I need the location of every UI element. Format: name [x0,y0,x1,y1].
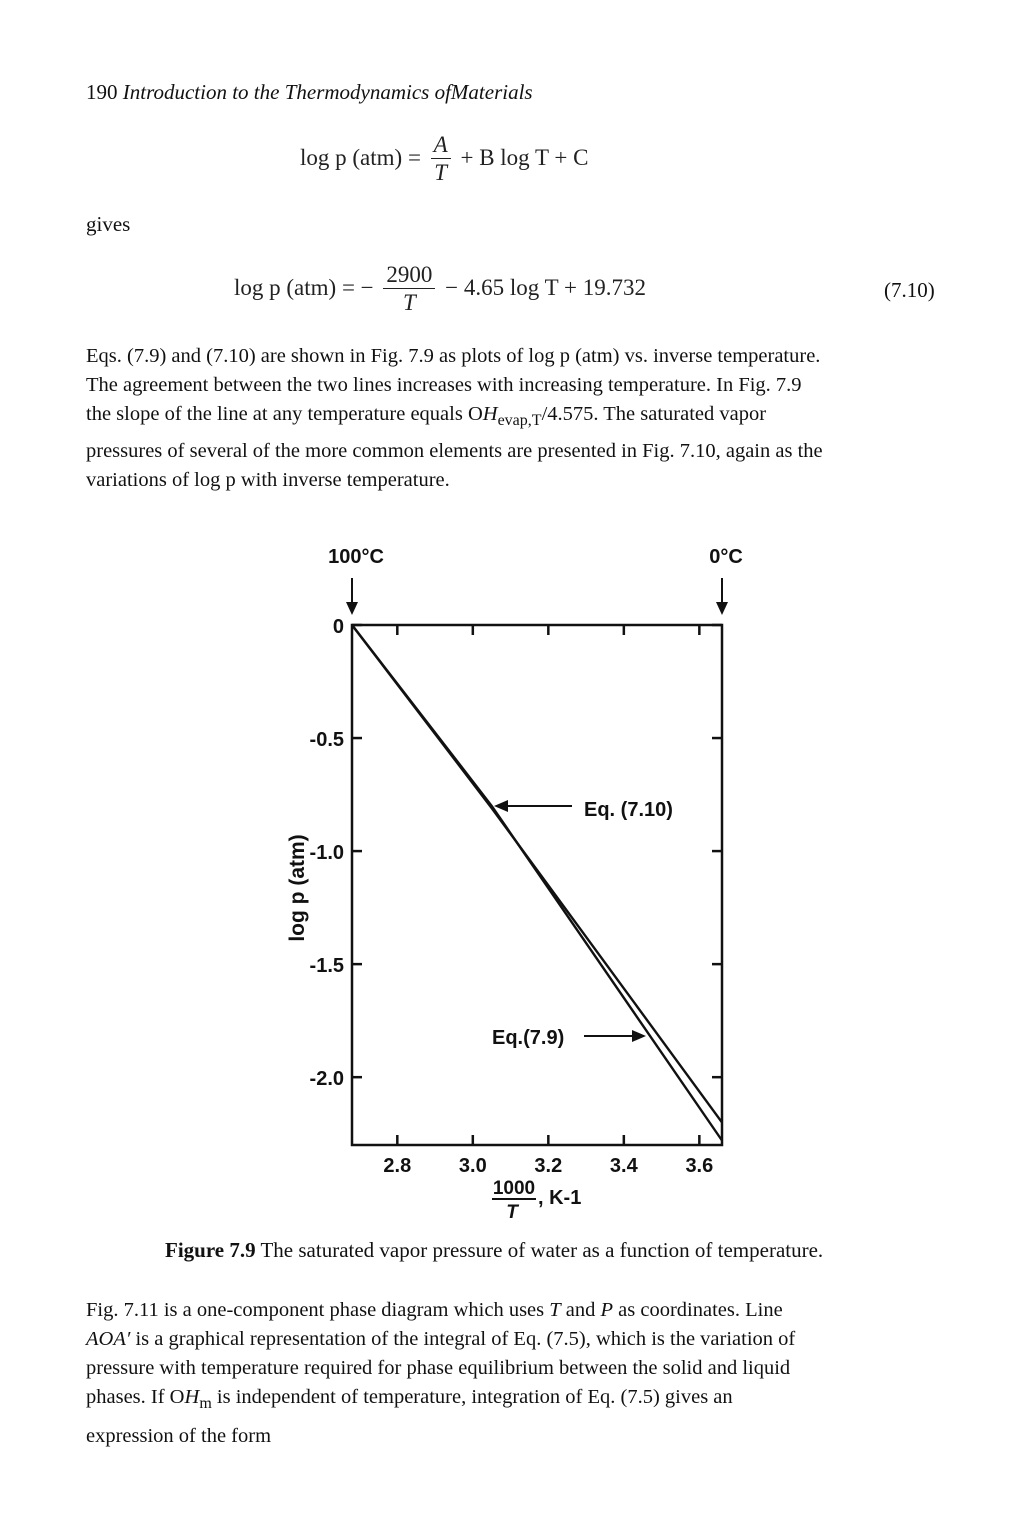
y-axis-label: log p (atm) [286,834,309,942]
x-tick-label: 2.8 [383,1155,412,1177]
p2-line1-a: Fig. 7.11 is a one-component phase diagram which uses [86,1299,545,1321]
x-tick-label: 3.4 [609,1155,638,1177]
p2-line2-AOA: AOA′ [86,1328,131,1350]
p2-line1-b: as coordinates. Line [618,1299,783,1321]
x-axis-label-denominator: T [506,1202,518,1223]
p2-line4-H: H [184,1386,200,1408]
p2-line1 [86,1296,942,1325]
p2-line4-sub: m [199,1395,212,1413]
x-tick-label: 3.0 [458,1155,487,1177]
y-tick-label: -0.5 [309,729,344,752]
p2-line2 [86,1325,942,1354]
caption-text: The saturated vapor pressure of water as a function of temperature. [260,1238,824,1262]
eq-710-denominator: T [402,290,416,316]
eq-general-rhs: + B log T + C [460,144,589,170]
p2-line3: pressure with temperature required for phase equilibrium between the solid and liquid [86,1357,791,1379]
eq-710-lhs: log p (atm) = − [234,274,374,300]
p1-line3-a: the slope of the line at any temperature equals O [86,403,483,425]
caption-label: Figure 7.9 [165,1238,256,1262]
p1-line5: variations of log p with inverse temperature. [86,469,450,491]
x-tick-label: 3.2 [534,1155,563,1177]
annotation-eq79: Eq.(7.9) [492,1027,565,1049]
p2-line4 [86,1383,942,1422]
top-temperature-label: 0°C [709,546,743,568]
y-tick-label: -2.0 [309,1068,344,1091]
p1-line1: Eqs. (7.9) and (7.10) are shown in Fig. 7.9 as plots of log p (atm) vs. inverse temperature. [86,345,821,367]
y-axis [310,616,722,1090]
p2-line4-b: is independent of temperature, integration of Eq. (7.5) gives an [216,1386,733,1408]
series-line-eq-7-10 [352,625,722,1141]
p1-line2: The agreement between the two lines increases with increasing temperature. In Fig. 7.9 [86,374,802,396]
eq-general-numerator: A [431,132,451,159]
x-axis-label-unit: , K-1 [538,1187,582,1209]
top-temperature-label: 100°C [328,546,384,568]
series-lines [352,625,722,1141]
figure-caption [165,1238,823,1263]
equation-number-7-10: (7.10) [884,278,935,302]
plot-frame [352,625,722,1145]
p1-line3-b: /4.575. The saturated vapor [541,403,767,425]
book-title: Introduction to the Thermodynamics ofMaterials [122,80,533,104]
x-tick-label: 3.6 [685,1155,714,1177]
p1-line3-H: H [482,403,498,425]
paragraph-2 [86,1296,942,1451]
p2-line1-T: T [549,1299,561,1321]
p2-line1-and: and [565,1299,596,1321]
eq-general-denominator: T [434,160,448,186]
eq-710-rhs: − 4.65 log T + 19.732 [445,274,646,300]
p2-line1-P: P [600,1299,614,1321]
annotation-eq710: Eq. (7.10) [584,799,673,821]
eq-710-numerator: 2900 [383,262,435,289]
p2-line4-a: phases. If O [86,1386,185,1408]
text-gives: gives [86,212,131,236]
x-axis-label-numerator: 1000 [492,1178,536,1199]
p1-line3-sub: evap,T [497,412,542,430]
p2-line5: expression of the form [86,1425,272,1447]
top-temperature-markers [328,546,743,615]
top-marker-arrowhead [716,602,728,615]
y-tick-label: -1.5 [309,955,344,978]
annotation-arrowhead-eq79 [632,1030,646,1042]
y-tick-label: -1.0 [309,842,344,865]
top-marker-arrowhead [346,602,358,615]
eq-general-lhs: log p (atm) = [300,144,421,170]
p1-line4: pressures of several of the more common elements are presented in Fig. 7.10, again as the [86,440,823,462]
y-tick-label: 0 [332,616,344,638]
p2-line2-b: is a graphical representation of the integral of Eq. (7.5), which is the variation of [135,1328,796,1350]
x-axis [383,625,713,1177]
page-number: 190 [86,80,118,104]
